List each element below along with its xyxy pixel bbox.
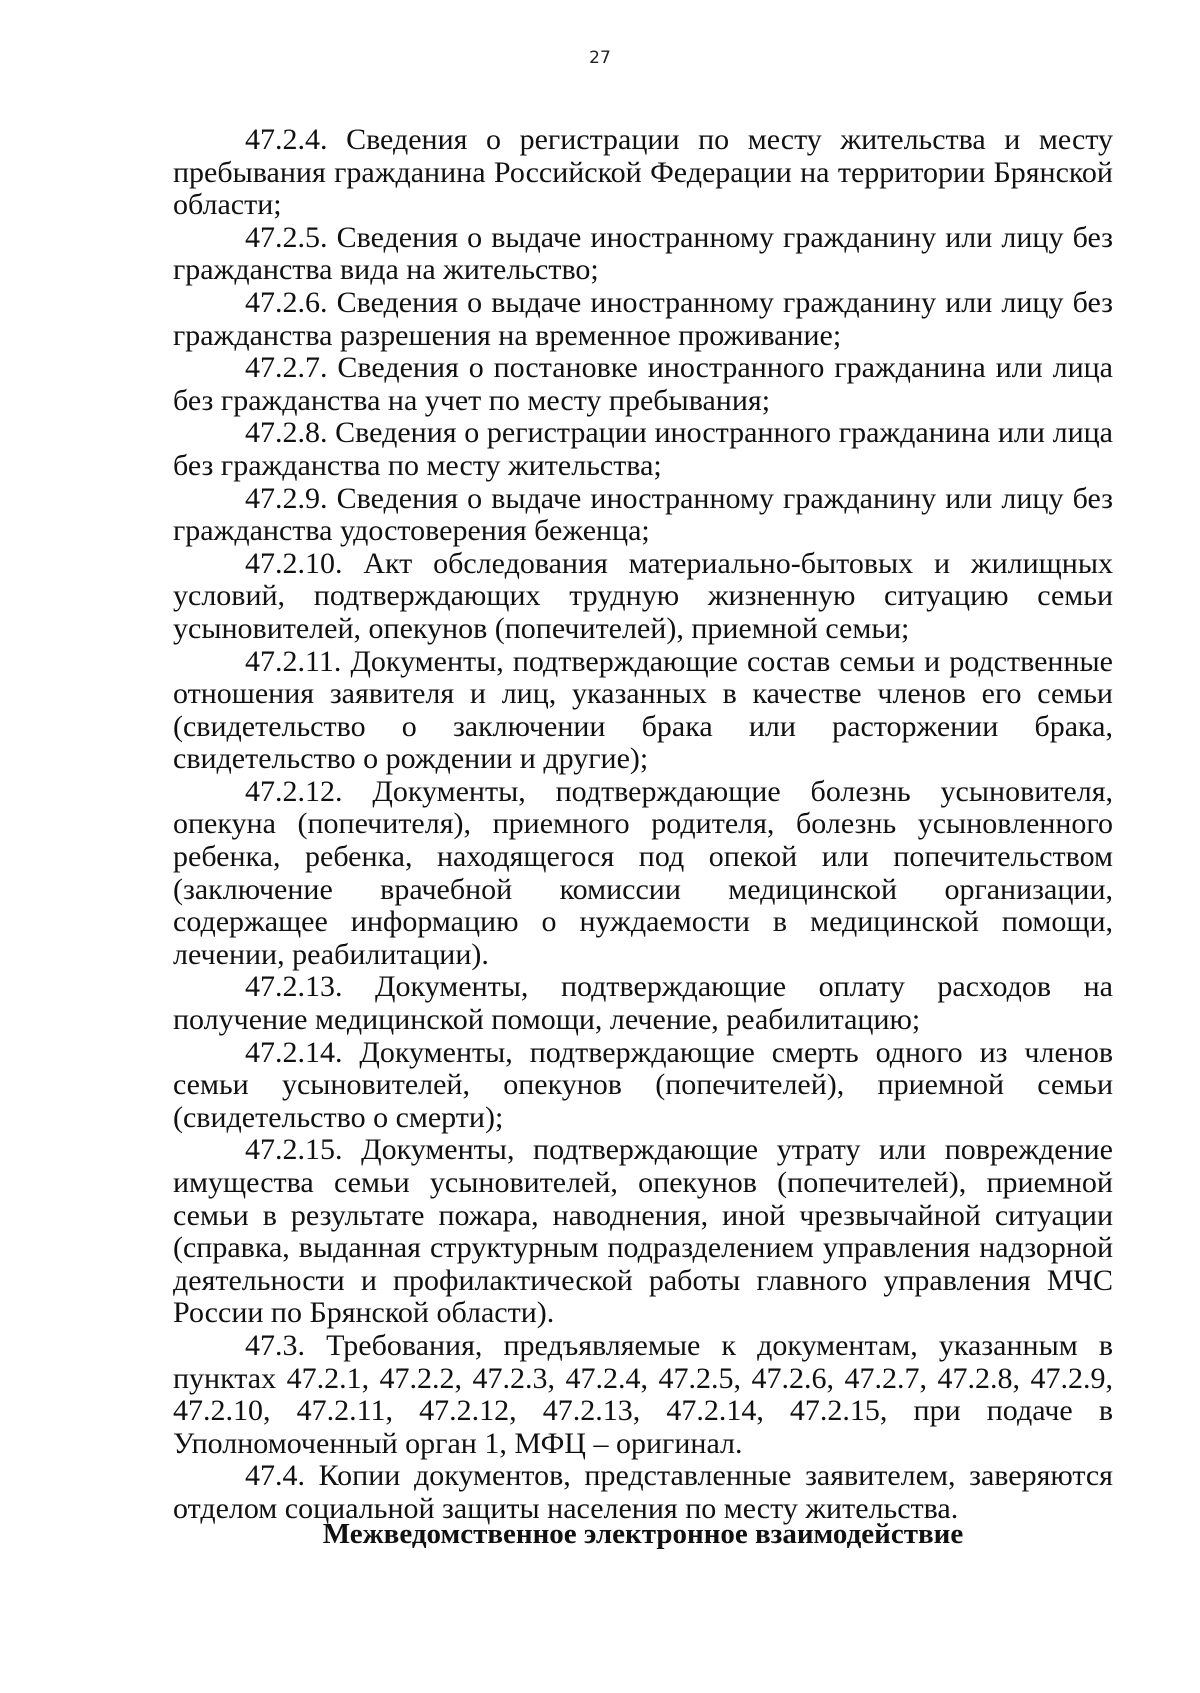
section-heading: Межведомственное электронное взаимодействие	[322, 1518, 964, 1550]
body-text	[173, 124, 1113, 1526]
paragraph-47-2-9: 47.2.9. Сведения о выдаче иностранному гражданину или лицу без гражданства удостоверения беженца;	[173, 481, 1113, 548]
paragraph-47-2-6: 47.2.6. Сведения о выдаче иностранному гражданину или лицу без гражданства разрешения на временное проживание;	[173, 285, 1113, 352]
paragraph-47-2-4: 47.2.4. Сведения о регистрации по месту жительства и месту пребывания гражданина Российской Федерации на территории Брянской области;	[173, 123, 1113, 222]
paragraph-47-2-15: 47.2.15. Документы, подтверждающие утрату или повреждение имущества семьи усыновителей, опекунов (попечителей), приемной семьи в результате пожара, наводнения, иной чрезвычайной ситуации (справка, выданная структурным подразделением управления надзорной деятельности и профилактической работы главного управления МЧС России по Брянской области).	[173, 1133, 1113, 1330]
paragraph-47-2-10: 47.2.10. Акт обследования материально-бытовых и жилищных условий, подтверждающих трудную жизненную ситуацию семьи усыновителей, опекунов (попечителей), приемной семьи;	[173, 546, 1113, 645]
paragraph-47-2-12: 47.2.12. Документы, подтверждающие болезнь усыновителя, опекуна (попечителя), приемного родителя, болезнь усыновленного ребенка, ребенка, находящегося под опекой или попечительством (заключение врачебной комиссии медицинской организации, содержащее информацию о нуждаемости в медицинской помощи, лечении, реабилитации).	[173, 774, 1113, 971]
page-number: 27	[589, 48, 611, 68]
paragraph-47-3: 47.3. Требования, предъявляемые к документам, указанным в пунктах 47.2.1, 47.2.2, 47.2.3, 47.2.4, 47.2.5, 47.2.6, 47.2.7, 47.2.8, 47.2.9, 47.2.10, 47.2.11, 47.2.12, 47.2.13, 47.2.14, 47.2.15, при подаче в Уполномоченный орган 1, МФЦ – оригинал.	[173, 1328, 1113, 1460]
paragraph-47-2-11: 47.2.11. Документы, подтверждающие состав семьи и родственные отношения заявителя и лиц, указанных в качестве членов его семьи (свидетельство о заключении брака или расторжении брака, свидетельство о рождении и другие);	[173, 644, 1113, 776]
paragraph-47-2-13: 47.2.13. Документы, подтверждающие оплату расходов на получение медицинской помощи, лечение, реабилитацию;	[173, 970, 1113, 1037]
paragraph-47-2-14: 47.2.14. Документы, подтверждающие смерть одного из членов семьи усыновителей, опекунов (попечителей), приемной семьи (свидетельство о смерти);	[173, 1035, 1113, 1134]
paragraph-47-2-5: 47.2.5. Сведения о выдаче иностранному гражданину или лицу без гражданства вида на жительство;	[173, 220, 1113, 287]
paragraph-47-4: 47.4. Копии документов, представленные заявителем, заверяются отделом социальной защиты населения по месту жительства.	[173, 1459, 1113, 1525]
paragraph-47-2-8: 47.2.8. Сведения о регистрации иностранного гражданина или лица без гражданства по месту жительства;	[173, 416, 1113, 482]
paragraph-47-2-7: 47.2.7. Сведения о постановке иностранного гражданина или лица без гражданства на учет по месту пребывания;	[173, 351, 1113, 417]
